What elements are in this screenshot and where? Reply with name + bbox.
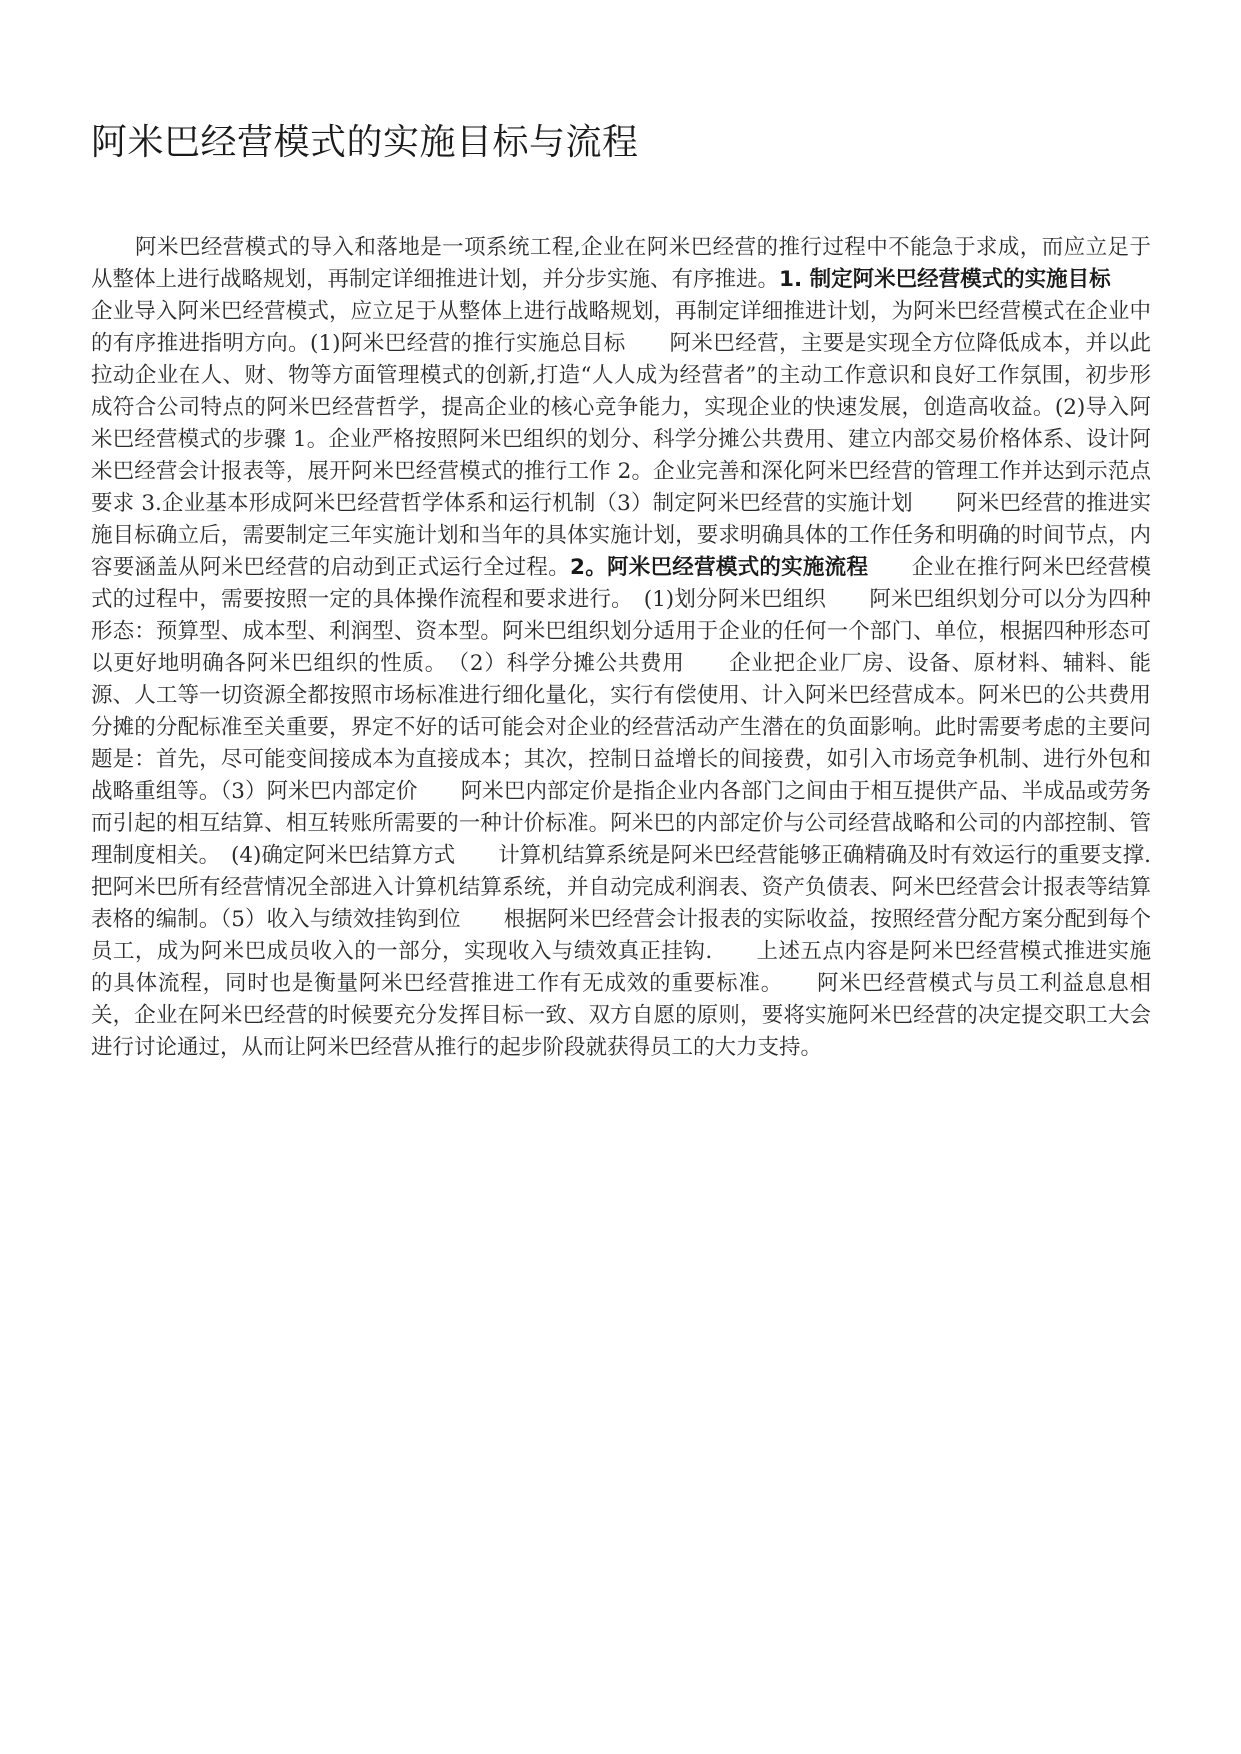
body-text-intro: 阿米巴经营模式的导入和落地是一项系统工程,企业在阿米巴经营的推行过程中不能急于求成，而应立足于从整体上进行战略规划，再制定详细推进计划，并分步实施、有序推进。 — [91, 235, 1151, 292]
body-text-section-1: 企业导入阿米巴经营模式，应立足于从整体上进行战略规划，再制定详细推进计划，为阿米巴经营模式在企业中的有序推进指明方向。(1)阿米巴经营的推行实施总目标 阿米巴经营，主要是实现全方位降低成本，并以此拉动企业在人、财、物等方面管理模式的创新,打造“人人成为经营者”的主动工作意识和良好工作氛围，初步形成符合公司特点的阿米巴经营哲学，提高企业的核心竞争能力，实现企业的快速发展，创造高收益。(2)导入阿米巴经营模式的步骤 1。企业严格按照阿米巴组织的划分、科学分摊公共费用、建立内部交易价格体系、设计阿米巴经营会计报表等，展开阿米巴经营模式的推行工作 2。企业完善和深化阿米巴经营的管理工作并达到示范点要求 3.企业基本形成阿米巴经营哲学体系和运行机制（3）制定阿米巴经营的实施计划 阿米巴经营的推进实施目标确立后，需要制定三年实施计划和当年的具体实施计划，要求明确具体的工作任务和明确的时间节点，内容要涵盖从阿米巴经营的启动到正式运行全过程。 — [91, 267, 1154, 580]
body-paragraph — [91, 232, 1154, 1064]
document-body — [91, 232, 1154, 1064]
section-heading-2: 2。阿米巴经营模式的实施流程 — [569, 555, 869, 580]
body-text-section-2: 企业在推行阿米巴经营模式的过程中，需要按照一定的具体操作流程和要求进行。 (1)划分阿米巴组织 阿米巴组织划分可以分为四种形态：预算型、成本型、利润型、资本型。阿米巴组织划分适用于企业的任何一个部门、单位，根据四种形态可以更好地明确各阿米巴组织的性质。 （2）科学分摊公共费用 企业把企业厂房、设备、原材料、辅料、能源、人工等一切资源全都按照市场标准进行细化量化，实行有偿使用、计入阿米巴经营成本。阿米巴的公共费用分摊的分配标准至关重要，界定不好的话可能会对企业的经营活动产生潜在的负面影响。此时需要考虑的主要问题是：首先，尽可能变间接成本为直接成本；其次，控制日益增长的间接费，如引入市场竞争机制、进行外包和战略重组等。（3）阿米巴内部定价 阿米巴内部定价是指企业内各部门之间由于相互提供产品、半成品或劳务而引起的相互结算、相互转账所需要的一种计价标准。阿米巴的内部定价与公司经营战略和公司的内部控制、管理制度相关。 (4)确定阿米巴结算方式 计算机结算系统是阿米巴经营能够正确精确及时有效运行的重要支撑.把阿米巴所有经营情况全部进入计算机结算系统，并自动完成利润表、资产负债表、阿米巴经营会计报表等结算表格的编制。（5）收入与绩效挂钩到位 根据阿米巴经营会计报表的实际收益，按照经营分配方案分配到每个员工，成为阿米巴成员收入的一部分，实现收入与绩效真正挂钩. 上述五点内容是阿米巴经营模式推进实施的具体流程，同时也是衡量阿米巴经营推进工作有无成效的重要标准。 阿米巴经营模式与员工利益息息相关，企业在阿米巴经营的时候要充分发挥目标一致、双方自愿的原则，要将实施阿米巴经营的决定提交职工大会进行讨论通过，从而让阿米巴经营从推行的起步阶段就获得员工的大力支持。 — [91, 555, 1151, 1060]
section-heading-1: 1. 制定阿米巴经营模式的实施目标 — [779, 267, 1111, 292]
page-title: 阿米巴经营模式的实施目标与流程 — [91, 122, 639, 163]
